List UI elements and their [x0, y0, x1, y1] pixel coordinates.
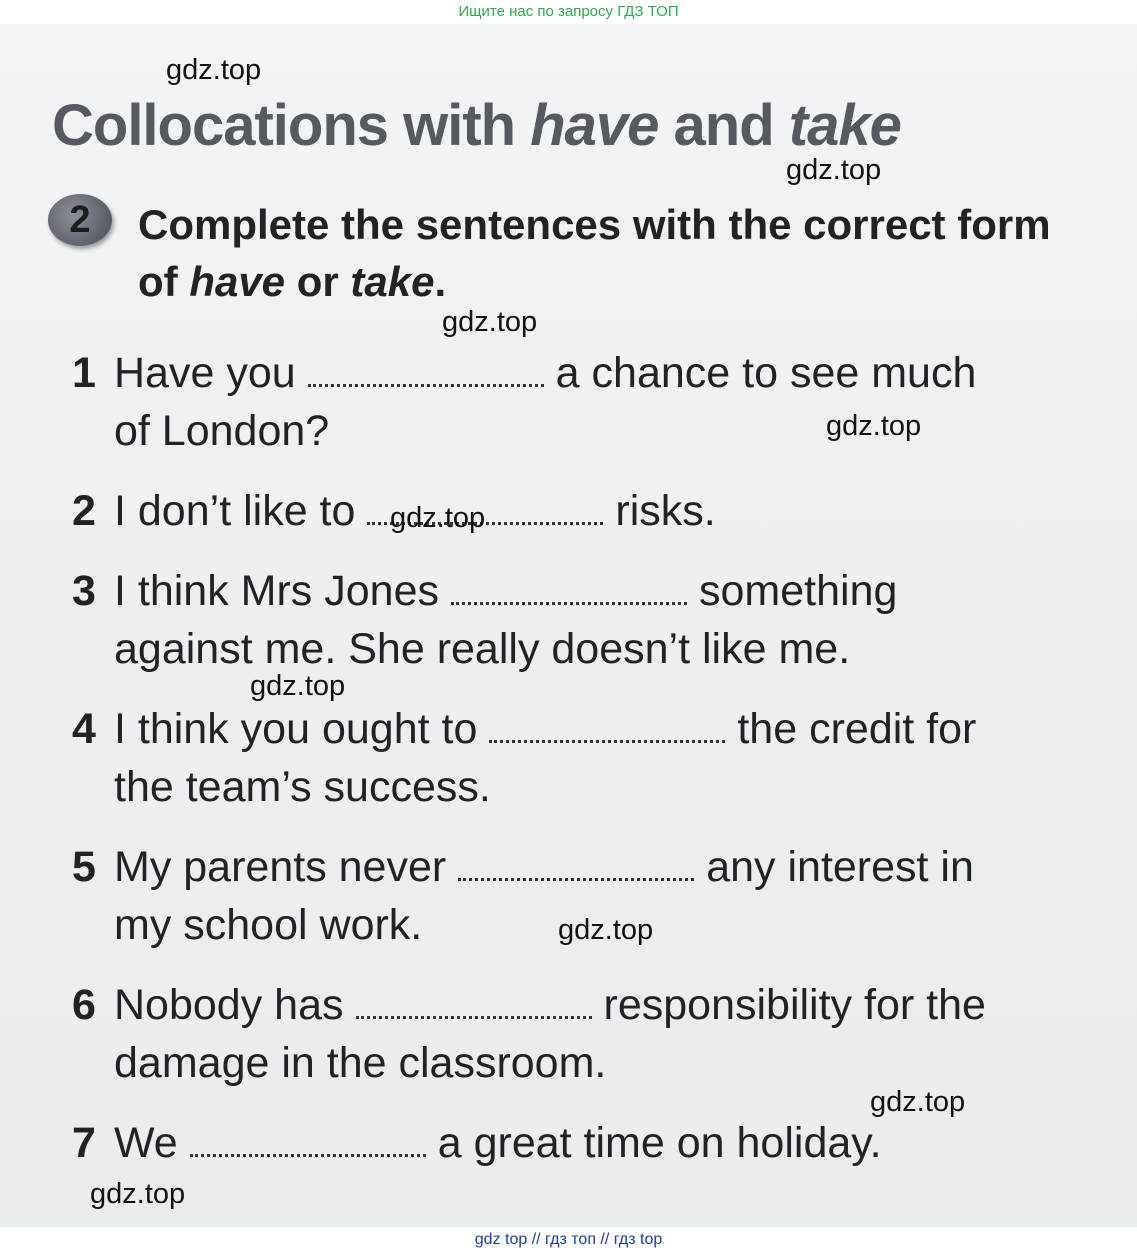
item-continuation: damage in the classroom.	[114, 1039, 607, 1087]
exercise-item-4	[72, 700, 1072, 816]
item-number: 2	[72, 487, 96, 535]
instruction-word-take: take	[350, 258, 435, 305]
heading-word-have: have	[530, 93, 659, 158]
item-text-after: a great time on holiday.	[437, 1119, 882, 1167]
watermark: gdz.top	[558, 914, 654, 946]
instruction-period: .	[434, 258, 447, 305]
item-text-before: My parents never	[114, 843, 447, 891]
item-number: 3	[72, 567, 96, 615]
watermark: gdz.top	[250, 670, 346, 702]
search-banner[interactable]	[0, 0, 1137, 24]
item-number: 1	[72, 349, 96, 397]
item-continuation: of London?	[114, 407, 330, 455]
item-number: 4	[72, 705, 96, 753]
watermark: gdz.top	[90, 1178, 186, 1210]
heading-text-2: and	[658, 93, 789, 158]
exercise-item-1	[72, 344, 1072, 460]
footer-text: gdz top // гдз топ // гдз top	[474, 1231, 663, 1248]
watermark: gdz.top	[442, 306, 538, 338]
instruction-word-have: have	[189, 258, 286, 305]
exercise-item-6	[72, 976, 1072, 1092]
item-continuation: my school work.	[114, 901, 423, 949]
answer-blank[interactable]	[308, 354, 544, 387]
item-text-before: I don’t like to	[114, 487, 356, 535]
instruction-or: or	[285, 258, 351, 305]
answer-blank[interactable]	[458, 848, 694, 881]
search-banner-text: Ищите нас по запросу ГДЗ ТОП	[458, 3, 679, 20]
item-text-after: risks.	[615, 487, 716, 535]
item-text-before: I think Mrs Jones	[114, 567, 439, 615]
item-continuation: against me. She really doesn’t like me.	[114, 625, 851, 673]
footer-links[interactable]	[0, 1227, 1137, 1253]
exercise-item-7	[72, 1114, 1072, 1172]
watermark: gdz.top	[166, 54, 262, 86]
watermark: gdz.top	[390, 502, 486, 534]
exercise-item-3	[72, 562, 1072, 678]
item-number: 7	[72, 1119, 96, 1167]
item-text-before: Nobody has	[114, 981, 344, 1029]
item-number: 5	[72, 843, 96, 891]
watermark: gdz.top	[786, 154, 882, 186]
answer-blank[interactable]	[489, 710, 725, 743]
item-continuation: the team’s success.	[114, 763, 491, 811]
answer-blank[interactable]	[356, 986, 592, 1019]
item-text-after: a chance to see much	[555, 349, 977, 397]
task-number-badge: 2	[48, 194, 112, 246]
heading-text-1: Collocations with	[52, 93, 531, 158]
item-text-before: Have you	[114, 349, 296, 397]
answer-blank[interactable]	[190, 1124, 426, 1157]
watermark: gdz.top	[870, 1086, 966, 1118]
item-text-after: responsibility for the	[603, 981, 986, 1029]
item-text-after: something	[699, 567, 898, 615]
watermark: gdz.top	[826, 410, 922, 442]
instruction-text: Complete the sentences with the correct form of	[138, 201, 1051, 305]
item-text-after: the credit for	[737, 705, 977, 753]
item-text-after: any interest in	[706, 843, 974, 891]
item-number: 6	[72, 981, 96, 1029]
item-text-before: I think you ought to	[114, 705, 478, 753]
exercise-item-2	[72, 482, 1072, 540]
answer-blank[interactable]	[451, 572, 687, 605]
heading-word-take: take	[788, 93, 901, 158]
task-instruction	[138, 196, 1078, 310]
section-heading	[52, 92, 901, 159]
item-text-before: We	[114, 1119, 178, 1167]
